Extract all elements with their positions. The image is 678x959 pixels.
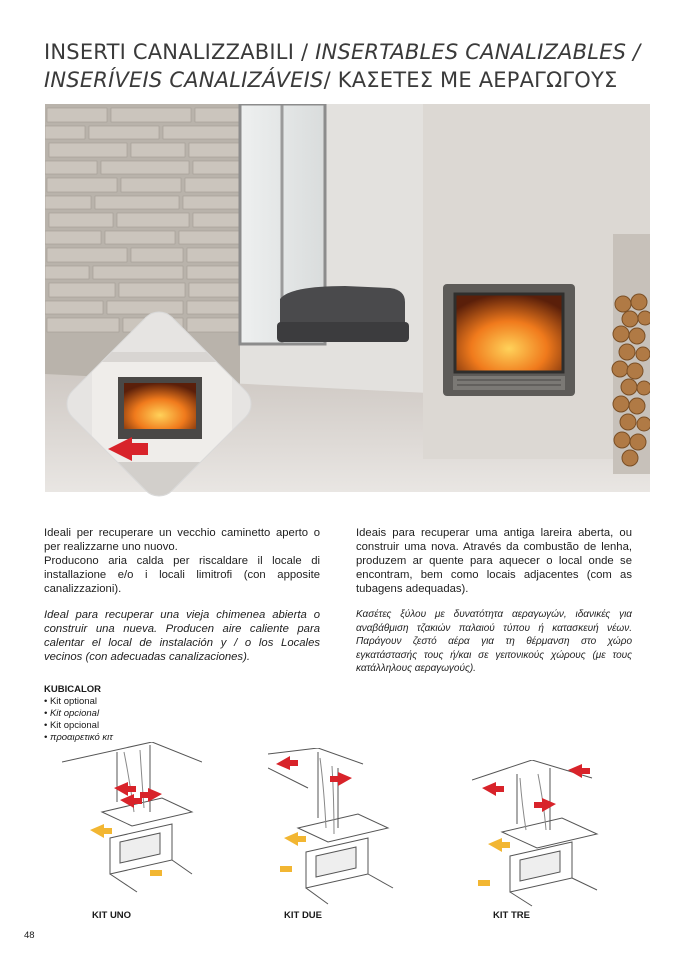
kubicalor-item: • Kit optional <box>44 696 97 707</box>
italian-paragraph-2: Producono aria calda per riscaldare il locale di installazione e/o i locali limitrofi (con apposite canalizzazioni). <box>44 555 320 595</box>
page-title <box>44 38 654 94</box>
inset-installation-photo <box>52 297 266 511</box>
portuguese-paragraph: Ideais para recuperar uma antiga lareira aberta, ou construir uma nova. Através da combustão de lenha, produzem ar quente para aquecer o local onde se encontram, bem como locais adjacentes (com as tubagens adequadas). <box>356 527 632 595</box>
title-spanish: INSERTABLES CANALIZABLES / <box>315 40 641 64</box>
kubicalor-item: • προαιρετικό κιτ <box>44 732 113 743</box>
kubicalor-item: • Kit opcional <box>44 720 100 731</box>
italian-paragraph-1: Ideali per recuperare un vecchio caminetto aperto o per realizzarne uno nuovo. <box>44 527 320 553</box>
greek-paragraph: Κασέτες ξύλου με δυνατότητα αεραγωγών, ιδανικές για αναβάθμιση τζακιών παλαιού τύπου ή κατασκευή νέων. Παράγουν ζεστό αέρα για τη θέρμανση στο χώρο εγκατάστασής τους ή/και σε γειτονικούς χώρους (με τους κατάλληλους αεραγωγούς). <box>356 609 632 674</box>
title-italian: INSERTI CANALIZZABILI / <box>44 40 316 64</box>
text-column-left <box>44 526 320 676</box>
kit-due-diagram <box>268 748 408 913</box>
kit-uno-diagram <box>62 742 202 912</box>
kubicalor-list <box>44 684 113 744</box>
kubicalor-item: • Kit opcional <box>44 708 100 719</box>
kit-uno-label: KIT UNO <box>92 910 132 921</box>
kit-due-label: KIT DUE <box>284 910 322 921</box>
kit-tre-diagram <box>472 760 617 910</box>
spanish-paragraph: Ideal para recuperar una vieja chimenea abierta o construir una nueva. Producen aire caliente para calentar el local de instalación y / o los Locales vecinos (con adecuadas canalizaciones). <box>44 609 320 663</box>
page-number: 48 <box>24 930 35 941</box>
title-portuguese: INSERÍVEIS CANALIZÁVEIS <box>44 68 324 92</box>
kubicalor-heading: KUBICALOR <box>44 684 101 695</box>
title-greek: / ΚΑΣΕΤΕΣ ΜΕ ΑΕΡΑΓΩΓΟΥΣ <box>323 68 618 92</box>
kit-tre-label: KIT TRE <box>493 910 530 921</box>
text-column-right <box>356 526 632 688</box>
